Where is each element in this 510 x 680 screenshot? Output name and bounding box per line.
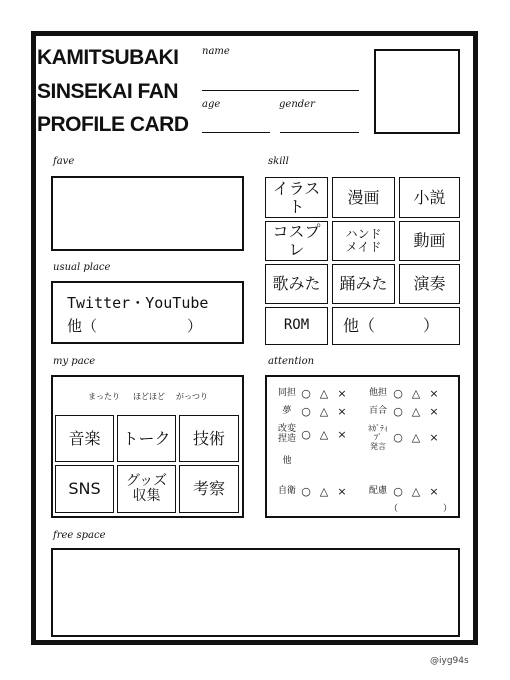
fave-label: fave	[53, 156, 75, 167]
pace-scale-mid: ほどほど	[133, 392, 165, 401]
attention-row-doutan	[277, 387, 351, 400]
pace-sns[interactable]: SNS	[55, 465, 114, 513]
triangle-icon[interactable]: △	[411, 405, 421, 418]
skill-manga[interactable]: 漫画	[332, 177, 395, 218]
skill-illust[interactable]: イラスト	[265, 177, 328, 218]
circle-icon[interactable]: ○	[301, 427, 311, 441]
age-line[interactable]	[202, 132, 270, 133]
cross-icon[interactable]: ×	[337, 485, 347, 498]
attention-row-jiei	[277, 485, 351, 498]
skill-cosplay[interactable]: コスプレ	[265, 221, 328, 261]
photo-box[interactable]	[374, 49, 460, 134]
cross-icon[interactable]: ×	[429, 387, 439, 400]
skill-novel[interactable]: 小説	[399, 177, 460, 218]
usual-place-line-2: 他（ ）	[67, 317, 203, 335]
circle-icon[interactable]: ○	[301, 485, 311, 498]
attention-item-negative: ﾈｶﾞﾃｨﾌﾞ 発言	[368, 424, 388, 452]
free-space-label: free space	[53, 530, 106, 541]
attention-row-yume	[277, 405, 351, 418]
attention-item-doutan: 同担	[277, 388, 296, 399]
triangle-icon[interactable]: △	[319, 427, 329, 441]
attention-item-yuri: 百合	[368, 406, 387, 417]
attention-label: attention	[268, 356, 315, 367]
cross-icon[interactable]: ×	[429, 431, 439, 445]
cross-icon[interactable]: ×	[429, 485, 439, 498]
circle-icon[interactable]: ○	[393, 405, 403, 418]
usual-place-line-1: Twitter・YouTube	[67, 294, 209, 312]
pace-kousatsu[interactable]: 考察	[179, 465, 239, 513]
attention-item-yume: 夢	[282, 406, 292, 417]
pace-scale-high: がっつり	[176, 392, 208, 401]
attention-item-hairyo: 配慮	[368, 486, 387, 497]
pace-goods[interactable]: グッズ 収集	[117, 465, 176, 513]
title-line-3: PROFILE CARD	[37, 113, 189, 136]
gender-label: gender	[279, 99, 315, 110]
attention-row-hairyo	[367, 485, 443, 498]
attention-box	[265, 375, 460, 518]
attention-item-jiei: 自衛	[277, 486, 296, 497]
attention-item-other: 他	[282, 456, 292, 466]
pace-tech[interactable]: 技術	[179, 415, 239, 462]
usual-place-box[interactable]	[51, 281, 244, 344]
gender-line[interactable]	[280, 132, 359, 133]
cross-icon[interactable]: ×	[337, 405, 347, 418]
attention-row-other	[277, 456, 297, 466]
circle-icon[interactable]: ○	[393, 431, 403, 445]
cross-icon[interactable]: ×	[429, 405, 439, 418]
skill-odotta[interactable]: 踊みた	[332, 264, 395, 304]
triangle-icon[interactable]: △	[411, 431, 421, 445]
circle-icon[interactable]: ○	[301, 387, 311, 400]
attention-hairyo-paren[interactable]: （ ）	[389, 504, 453, 514]
skill-rom[interactable]: ROM	[265, 307, 328, 345]
circle-icon[interactable]: ○	[301, 405, 311, 418]
skill-utatta[interactable]: 歌みた	[265, 264, 328, 304]
triangle-icon[interactable]: △	[319, 485, 329, 498]
triangle-icon[interactable]: △	[411, 387, 421, 400]
fave-box[interactable]	[51, 176, 244, 251]
triangle-icon[interactable]: △	[319, 387, 329, 400]
circle-icon[interactable]: ○	[393, 485, 403, 498]
triangle-icon[interactable]: △	[411, 485, 421, 498]
attention-row-tatan	[367, 387, 443, 400]
skill-ensou[interactable]: 演奏	[399, 264, 460, 304]
skill-video[interactable]: 動画	[399, 221, 460, 261]
triangle-icon[interactable]: △	[319, 405, 329, 418]
credit-text: @iyg94s	[430, 656, 469, 666]
circle-icon[interactable]: ○	[393, 387, 403, 400]
pace-talk[interactable]: トーク	[117, 415, 176, 462]
skill-label: skill	[268, 156, 289, 167]
age-label: age	[202, 99, 221, 110]
attention-row-negative	[367, 424, 443, 452]
attention-item-tatan: 他担	[368, 388, 387, 399]
skill-other[interactable]: 他（ ）	[332, 307, 460, 345]
cross-icon[interactable]: ×	[337, 387, 347, 400]
title-line-1: KAMITSUBAKI	[37, 46, 179, 69]
usual-place-label: usual place	[53, 262, 111, 273]
free-space-box[interactable]	[51, 548, 460, 637]
pace-music[interactable]: 音楽	[55, 415, 114, 462]
title-line-2: SINSEKAI FAN	[37, 80, 179, 103]
name-line[interactable]	[202, 90, 359, 91]
my-pace-label: my pace	[53, 356, 96, 367]
attention-item-kaihen: 改変 捏造	[277, 424, 296, 445]
attention-row-yuri	[367, 405, 443, 418]
name-label: name	[202, 46, 230, 57]
pace-scale-low: まったり	[88, 392, 120, 401]
attention-row-kaihen	[277, 424, 351, 445]
skill-handmade[interactable]: ハンド メイド	[332, 221, 395, 261]
cross-icon[interactable]: ×	[337, 427, 347, 441]
